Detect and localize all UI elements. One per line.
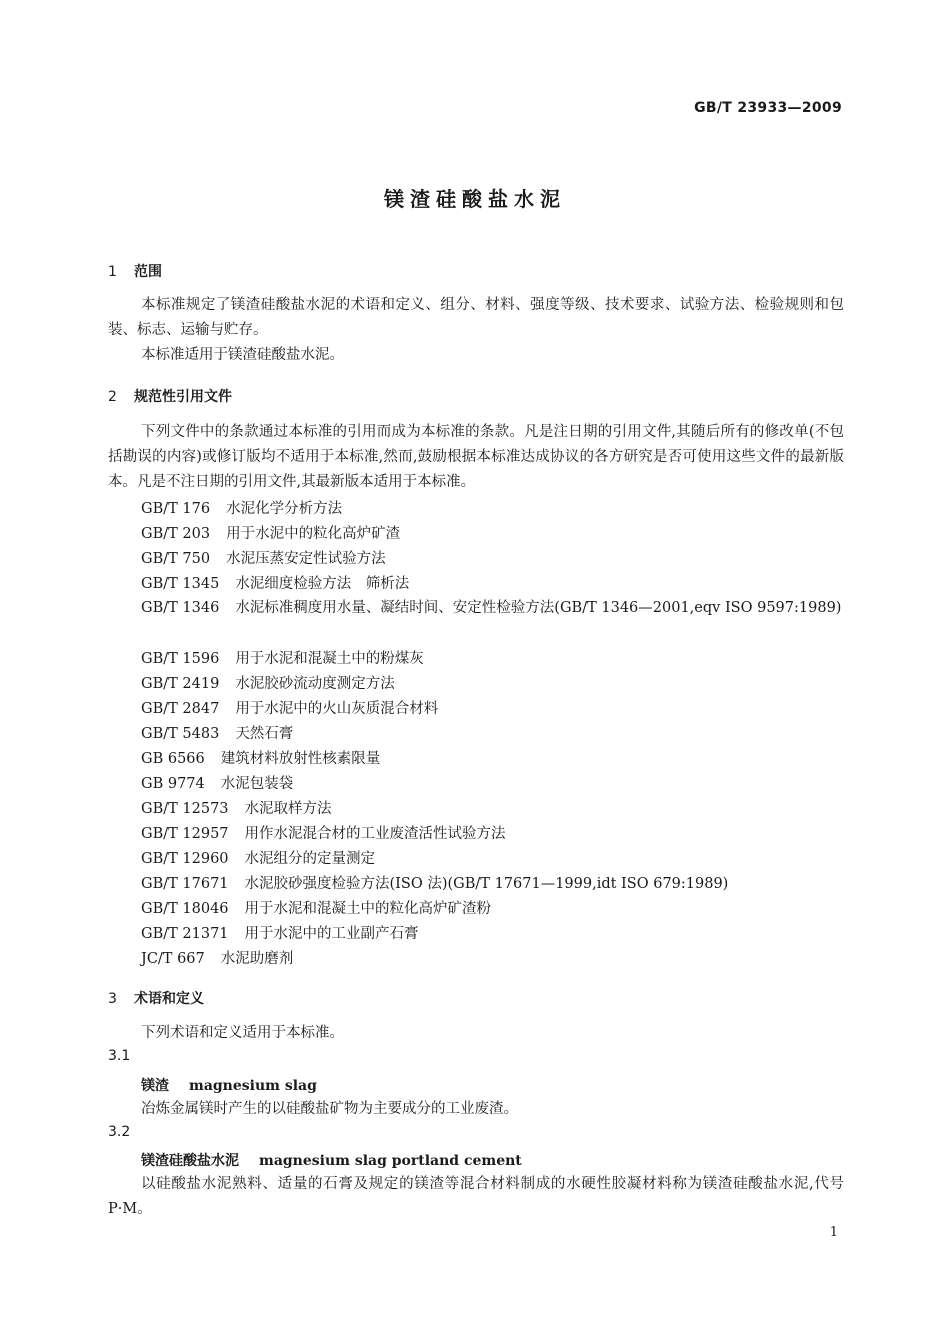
reference-code: GB/T 17671: [141, 876, 229, 892]
reference-title: 用于水泥和混凝土中的粒化高炉矿渣粉: [244, 901, 492, 917]
reference-title: 用于水泥和混凝土中的粉煤灰: [235, 651, 424, 667]
reference-code: GB/T 1345: [141, 576, 220, 592]
reference-code: JC/T 667: [141, 951, 205, 967]
reference-code: GB/T 2419: [141, 676, 220, 692]
reference-code: GB/T 176: [141, 501, 211, 517]
reference-code: GB/T 2847: [141, 701, 220, 717]
section-number: 1: [108, 264, 117, 280]
reference-code: GB/T 21371: [141, 926, 229, 942]
term-heading: [141, 1075, 317, 1095]
reference-code: GB 6566: [141, 751, 205, 767]
section-3-heading: [108, 988, 204, 1008]
reference-code: GB/T 12960: [141, 851, 229, 867]
reference-item: [108, 596, 844, 621]
reference-title: 水泥包装袋: [220, 776, 294, 792]
reference-item: [141, 697, 438, 718]
section-title: 术语和定义: [134, 991, 204, 1007]
reference-title: 水泥胶砂流动度测定方法: [235, 676, 395, 692]
section-title: 范围: [134, 264, 162, 280]
reference-item: [141, 547, 386, 568]
reference-code: GB/T 18046: [141, 901, 229, 917]
reference-code: GB/T 750: [141, 551, 211, 567]
reference-code: GB/T 1346: [141, 600, 220, 616]
reference-code: GB/T 12573: [141, 801, 229, 817]
reference-code: GB/T 1596: [141, 651, 220, 667]
reference-title: 建筑材料放射性核素限量: [220, 751, 381, 767]
standard-number: GB/T 23933—2009: [694, 100, 842, 116]
reference-title: 用于水泥中的工业副产石膏: [244, 926, 419, 942]
reference-item: [141, 672, 395, 693]
reference-item: [141, 772, 293, 793]
section-1-paragraph-2: 本标准适用于镁渣硅酸盐水泥。: [141, 347, 344, 363]
reference-item: [141, 747, 380, 768]
reference-title: 水泥胶砂强度检验方法(ISO 法)(GB/T 17671—1999,idt ISO 679:1989): [244, 876, 729, 892]
reference-title: 用于水泥中的火山灰质混合材料: [235, 701, 439, 717]
reference-title: 水泥助磨剂: [220, 951, 294, 967]
reference-item: [141, 947, 293, 968]
section-2-heading: [108, 386, 232, 406]
reference-item: [141, 897, 491, 918]
reference-title: 水泥化学分析方法: [226, 501, 343, 517]
term-english: magnesium slag: [189, 1078, 317, 1094]
reference-item: [141, 572, 409, 593]
reference-code: GB/T 203: [141, 526, 211, 542]
reference-code: GB 9774: [141, 776, 205, 792]
section-1-heading: [108, 261, 162, 281]
reference-item: [141, 847, 375, 868]
reference-item: [141, 522, 400, 543]
reference-item: [141, 797, 332, 818]
term-english: magnesium slag portland cement: [259, 1153, 522, 1169]
section-3-paragraph-1: 下列术语和定义适用于本标准。: [141, 1025, 344, 1041]
reference-title: 水泥取样方法: [244, 801, 332, 817]
reference-item: [141, 722, 293, 743]
document-title: 镁渣硅酸盐水泥: [384, 187, 566, 211]
term-number: 3.2: [108, 1124, 131, 1140]
term-heading: [141, 1150, 522, 1170]
reference-title: 用于水泥中的粒化高炉矿渣: [226, 526, 401, 542]
reference-title: 水泥标准稠度用水量、凝结时间、安定性检验方法(GB/T 1346—2001,eqv ISO 9597:1989): [235, 600, 842, 616]
reference-title: 水泥压蒸安定性试验方法: [226, 551, 386, 567]
term-definition: 冶炼金属镁时产生的以硅酸盐矿物为主要成分的工业废渣。: [141, 1101, 518, 1117]
term-definition: 以硅酸盐水泥熟料、适量的石膏及规定的镁渣等混合材料制成的水硬性胶凝材料称为镁渣硅酸盐水泥,代号 P·M。: [108, 1176, 844, 1217]
reference-title: 水泥细度检验方法 筛析法: [235, 576, 410, 592]
reference-item: [141, 647, 424, 668]
term-chinese: 镁渣: [141, 1078, 169, 1094]
reference-item: [141, 922, 419, 943]
reference-code: GB/T 5483: [141, 726, 220, 742]
term-number: 3.1: [108, 1048, 131, 1064]
page-number: 1: [829, 1225, 838, 1240]
reference-title: 用作水泥混合材的工业废渣活性试验方法: [244, 826, 506, 842]
section-1-paragraph-1: 本标准规定了镁渣硅酸盐水泥的术语和定义、组分、材料、强度等级、技术要求、试验方法、检验规则和包装、标志、运输与贮存。: [108, 297, 844, 338]
section-number: 2: [108, 389, 117, 405]
reference-item: [141, 872, 728, 893]
reference-item: [141, 822, 506, 843]
reference-title: 水泥组分的定量测定: [244, 851, 376, 867]
section-title: 规范性引用文件: [134, 389, 232, 405]
reference-code: GB/T 12957: [141, 826, 229, 842]
term-chinese: 镁渣硅酸盐水泥: [141, 1153, 239, 1169]
reference-title: 天然石膏: [235, 726, 294, 742]
section-number: 3: [108, 991, 117, 1007]
reference-item: [141, 497, 342, 518]
section-2-paragraph-1: 下列文件中的条款通过本标准的引用而成为本标准的条款。凡是注日期的引用文件,其随后所有的修改单(不包括勘误的内容)或修订版均不适用于本标准,然而,鼓励根据本标准达成协议的各方研究是否可使用这些文件的最新版本。凡是不注日期的引用文件,其最新版本适用于本标准。: [108, 424, 844, 490]
